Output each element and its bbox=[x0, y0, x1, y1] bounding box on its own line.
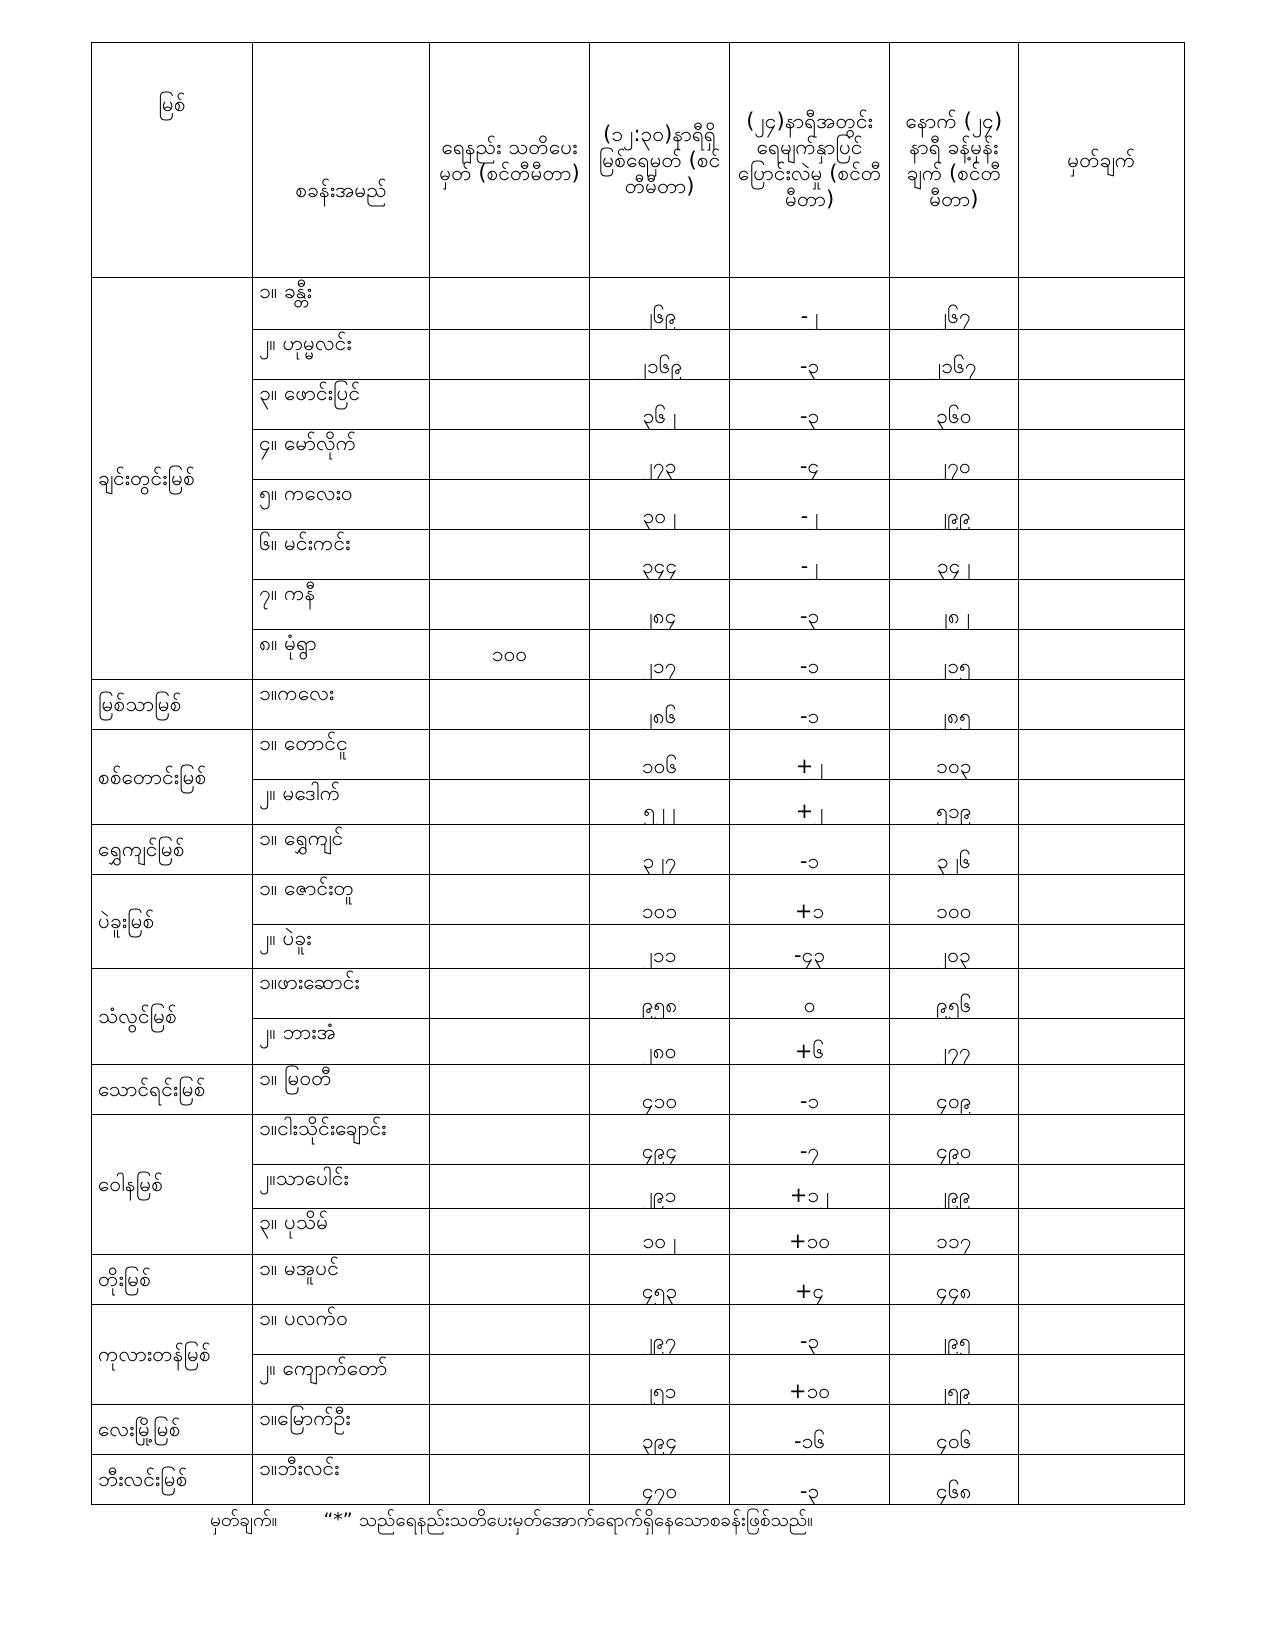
water-level-cell: ၃၉၄ bbox=[590, 1405, 730, 1455]
change-cell: -၁ bbox=[730, 630, 890, 680]
table-row bbox=[92, 630, 1185, 680]
header-river: မြစ် bbox=[92, 43, 253, 278]
water-level-cell: ၂၆၉ bbox=[590, 278, 730, 330]
low-warning-cell bbox=[429, 1165, 589, 1209]
remark-cell bbox=[1018, 1455, 1184, 1505]
change-cell: -၄၃ bbox=[730, 925, 890, 969]
river-name-cell: ကုလားတန်မြစ် bbox=[92, 1305, 253, 1405]
low-warning-cell bbox=[429, 330, 589, 380]
low-warning-cell bbox=[429, 430, 589, 480]
river-name-cell: မြစ်သာမြစ် bbox=[92, 680, 253, 730]
water-level-cell: ၄၅၃ bbox=[590, 1255, 730, 1305]
station-name-cell: ၁။မြောက်ဦး bbox=[253, 1405, 430, 1455]
station-name-cell: ၂။ ပဲခူး bbox=[253, 925, 430, 969]
change-cell: +၁၀ bbox=[730, 1209, 890, 1255]
water-level-cell: ၁၀၂ bbox=[590, 1209, 730, 1255]
forecast-cell: ၂၁၆၇ bbox=[890, 330, 1018, 380]
footnote bbox=[210, 1508, 813, 1536]
water-level-cell: ၄၁၀ bbox=[590, 1065, 730, 1115]
header-row bbox=[92, 43, 1185, 278]
change-cell: -၁ bbox=[730, 1065, 890, 1115]
low-warning-cell bbox=[429, 875, 589, 925]
low-warning-cell bbox=[429, 969, 589, 1019]
change-cell: +၁ bbox=[730, 875, 890, 925]
river-name-cell: သောင်ရင်းမြစ် bbox=[92, 1065, 253, 1115]
water-level-cell: ၂၇၃ bbox=[590, 430, 730, 480]
forecast-cell: ၂၀၃ bbox=[890, 925, 1018, 969]
river-name-cell: ဘီးလင်းမြစ် bbox=[92, 1455, 253, 1505]
river-name-cell: သံလွင်မြစ် bbox=[92, 969, 253, 1065]
table-row bbox=[92, 825, 1185, 875]
remark-cell bbox=[1018, 1355, 1184, 1405]
station-name-cell: ၅။ ကလေးဝ bbox=[253, 480, 430, 530]
remark-cell bbox=[1018, 380, 1184, 430]
table-row bbox=[92, 278, 1185, 330]
change-cell: -၂ bbox=[730, 480, 890, 530]
water-level-cell: ၁၀၁ bbox=[590, 875, 730, 925]
station-name-cell: ၂။ မဒေါက် bbox=[253, 780, 430, 825]
change-cell: -၃ bbox=[730, 380, 890, 430]
table-row bbox=[92, 925, 1185, 969]
station-name-cell: ၁။ကလေး bbox=[253, 680, 430, 730]
forecast-cell: ၂၈၅ bbox=[890, 680, 1018, 730]
table-row bbox=[92, 1255, 1185, 1305]
low-warning-cell bbox=[429, 1065, 589, 1115]
change-cell: -၃ bbox=[730, 580, 890, 630]
low-warning-cell bbox=[429, 1305, 589, 1355]
table-row bbox=[92, 1165, 1185, 1209]
river-name-cell: လေးမြို့မြစ် bbox=[92, 1405, 253, 1455]
water-level-cell: ၂၉၁ bbox=[590, 1165, 730, 1209]
station-name-cell: ၁။ မြဝတီ bbox=[253, 1065, 430, 1115]
river-name-cell: ရွှေကျင်မြစ် bbox=[92, 825, 253, 875]
low-warning-cell bbox=[429, 278, 589, 330]
remark-cell bbox=[1018, 530, 1184, 580]
low-warning-cell bbox=[429, 1455, 589, 1505]
station-name-cell: ၃။ ဖောင်းပြင် bbox=[253, 380, 430, 430]
remark-cell bbox=[1018, 1209, 1184, 1255]
table-row bbox=[92, 1065, 1185, 1115]
header-forecast: နောက် (၂၄) နာရီ ခန့်မှန်းချက် (စင်တီမီတာ) bbox=[890, 43, 1018, 278]
low-warning-cell bbox=[429, 1255, 589, 1305]
station-name-cell: ၁။ ရွှေကျင် bbox=[253, 825, 430, 875]
low-warning-cell bbox=[429, 1209, 589, 1255]
change-cell: -၁၆ bbox=[730, 1405, 890, 1455]
station-name-cell: ၂။သာပေါင်း bbox=[253, 1165, 430, 1209]
water-level-cell: ၂၁၇ bbox=[590, 630, 730, 680]
table-body bbox=[92, 278, 1185, 1505]
table-row bbox=[92, 1405, 1185, 1455]
change-cell: ၀ bbox=[730, 969, 890, 1019]
river-name-cell: စစ်တောင်းမြစ် bbox=[92, 730, 253, 825]
remark-cell bbox=[1018, 1065, 1184, 1115]
table-row bbox=[92, 1455, 1185, 1505]
low-warning-cell bbox=[429, 1355, 589, 1405]
station-name-cell: ၁။ မအူပင် bbox=[253, 1255, 430, 1305]
change-cell: -၁ bbox=[730, 680, 890, 730]
water-level-cell: ၂၈၄ bbox=[590, 580, 730, 630]
station-name-cell: ၁။ ပလက်ဝ bbox=[253, 1305, 430, 1355]
table-row bbox=[92, 680, 1185, 730]
forecast-cell: ၁၀၀ bbox=[890, 875, 1018, 925]
forecast-cell: ၂၅၉ bbox=[890, 1355, 1018, 1405]
low-warning-cell bbox=[429, 680, 589, 730]
table-row bbox=[92, 1115, 1185, 1165]
footnote-text: “*” သည်ရေနည်းသတိပေးမှတ်အောက်ရောက်ရှိနေသောစခန်းဖြစ်သည်။ bbox=[323, 1509, 813, 1531]
station-name-cell: ၁။ တောင်ငူ bbox=[253, 730, 430, 780]
forecast-cell: ၂၆၇ bbox=[890, 278, 1018, 330]
change-cell: -၂ bbox=[730, 530, 890, 580]
forecast-cell: ၂၁၅ bbox=[890, 630, 1018, 680]
header-station: စခန်းအမည် bbox=[253, 43, 430, 278]
water-level-cell: ၃၀၂ bbox=[590, 480, 730, 530]
water-level-cell: ၁၀၆ bbox=[590, 730, 730, 780]
change-cell: +၂ bbox=[730, 730, 890, 780]
change-cell: -၃ bbox=[730, 330, 890, 380]
table-row bbox=[92, 780, 1185, 825]
low-warning-cell bbox=[429, 580, 589, 630]
water-level-cell: ၉၅၈ bbox=[590, 969, 730, 1019]
water-level-cell: ၄၇၀ bbox=[590, 1455, 730, 1505]
river-name-cell: တိုးမြစ် bbox=[92, 1255, 253, 1305]
forecast-cell: ၄၀၆ bbox=[890, 1405, 1018, 1455]
low-warning-cell bbox=[429, 1019, 589, 1065]
table-row bbox=[92, 430, 1185, 480]
change-cell: +၂ bbox=[730, 780, 890, 825]
remark-cell bbox=[1018, 925, 1184, 969]
remark-cell bbox=[1018, 969, 1184, 1019]
change-cell: +၁၀ bbox=[730, 1355, 890, 1405]
remark-cell bbox=[1018, 1405, 1184, 1455]
remark-cell bbox=[1018, 1019, 1184, 1065]
remark-cell bbox=[1018, 278, 1184, 330]
water-level-cell: ၂၁၁ bbox=[590, 925, 730, 969]
low-warning-cell bbox=[429, 530, 589, 580]
river-name-cell: ပဲခူးမြစ် bbox=[92, 875, 253, 969]
header-remark: မှတ်ချက် bbox=[1018, 43, 1184, 278]
station-name-cell: ၈။ မုံရွာ bbox=[253, 630, 430, 680]
table-row bbox=[92, 1305, 1185, 1355]
change-cell: -၃ bbox=[730, 1455, 890, 1505]
forecast-cell: ၁၁၇ bbox=[890, 1209, 1018, 1255]
low-warning-cell bbox=[429, 925, 589, 969]
forecast-cell: ၅၁၉ bbox=[890, 780, 1018, 825]
station-name-cell: ၆။ မင်းကင်း bbox=[253, 530, 430, 580]
water-level-cell: ၂၈၀ bbox=[590, 1019, 730, 1065]
forecast-cell: ၃၂၆ bbox=[890, 825, 1018, 875]
low-warning-cell bbox=[429, 825, 589, 875]
table-row bbox=[92, 969, 1185, 1019]
river-name-cell: ချင်းတွင်းမြစ် bbox=[92, 278, 253, 680]
water-level-cell: ၂၁၆၉ bbox=[590, 330, 730, 380]
remark-cell bbox=[1018, 780, 1184, 825]
remark-cell bbox=[1018, 1305, 1184, 1355]
water-level-cell: ၃၄၄ bbox=[590, 530, 730, 580]
river-level-table bbox=[91, 42, 1185, 1505]
table-row bbox=[92, 330, 1185, 380]
river-name-cell: ဝေါနမြစ် bbox=[92, 1115, 253, 1255]
change-cell: +၄ bbox=[730, 1255, 890, 1305]
table-row bbox=[92, 480, 1185, 530]
table-row bbox=[92, 875, 1185, 925]
water-level-cell: ၃၂၇ bbox=[590, 825, 730, 875]
table-row bbox=[92, 530, 1185, 580]
station-name-cell: ၁။ဘီးလင်း bbox=[253, 1455, 430, 1505]
forecast-cell: ၂၉၉ bbox=[890, 480, 1018, 530]
water-level-cell: ၅၂၂ bbox=[590, 780, 730, 825]
header-water-level: (၁၂:၃၀)နာရီရှိ မြစ်ရေမှတ် (စင်တီမီတာ) bbox=[590, 43, 730, 278]
forecast-cell: ၄၉၀ bbox=[890, 1115, 1018, 1165]
table-row bbox=[92, 1019, 1185, 1065]
station-name-cell: ၁။ ဇောင်းတူ bbox=[253, 875, 430, 925]
station-name-cell: ၂။ ကျောက်တော် bbox=[253, 1355, 430, 1405]
header-24h-change: (၂၄)နာရီအတွင်း ရေမျက်နှာပြင် ပြောင်းလဲမှု (စင်တီမီတာ) bbox=[730, 43, 890, 278]
forecast-cell: ၂၉၉ bbox=[890, 1165, 1018, 1209]
forecast-cell: ၃၄၂ bbox=[890, 530, 1018, 580]
forecast-cell: ၄၆၈ bbox=[890, 1455, 1018, 1505]
station-name-cell: ၃။ ပုသိမ် bbox=[253, 1209, 430, 1255]
change-cell: +၁၂ bbox=[730, 1165, 890, 1209]
remark-cell bbox=[1018, 480, 1184, 530]
station-name-cell: ၂။ ဘားအံ bbox=[253, 1019, 430, 1065]
remark-cell bbox=[1018, 680, 1184, 730]
low-warning-cell bbox=[429, 1405, 589, 1455]
station-name-cell: ၄။ မော်လိုက် bbox=[253, 430, 430, 480]
remark-cell bbox=[1018, 875, 1184, 925]
forecast-cell: ၃၆၀ bbox=[890, 380, 1018, 430]
station-name-cell: ၁။ ခန္တီး bbox=[253, 278, 430, 330]
low-warning-cell: ၁၀၀ bbox=[429, 630, 589, 680]
water-level-cell: ၄၉၄ bbox=[590, 1115, 730, 1165]
table-row bbox=[92, 380, 1185, 430]
forecast-cell: ၂၇၇ bbox=[890, 1019, 1018, 1065]
forecast-cell: ၁၀၃ bbox=[890, 730, 1018, 780]
remark-cell bbox=[1018, 430, 1184, 480]
forecast-cell: ၉၅၆ bbox=[890, 969, 1018, 1019]
forecast-cell: ၄၄၈ bbox=[890, 1255, 1018, 1305]
water-level-cell: ၂၈၆ bbox=[590, 680, 730, 730]
change-cell: -၁ bbox=[730, 825, 890, 875]
remark-cell bbox=[1018, 1165, 1184, 1209]
remark-cell bbox=[1018, 330, 1184, 380]
water-level-cell: ၂၉၇ bbox=[590, 1305, 730, 1355]
change-cell: -၇ bbox=[730, 1115, 890, 1165]
remark-cell bbox=[1018, 1115, 1184, 1165]
remark-cell bbox=[1018, 1255, 1184, 1305]
low-warning-cell bbox=[429, 380, 589, 430]
table-row bbox=[92, 1209, 1185, 1255]
low-warning-cell bbox=[429, 1115, 589, 1165]
water-level-cell: ၂၅၁ bbox=[590, 1355, 730, 1405]
low-warning-cell bbox=[429, 730, 589, 780]
water-level-cell: ၃၆၂ bbox=[590, 380, 730, 430]
forecast-cell: ၂၈၂ bbox=[890, 580, 1018, 630]
header-low-warning: ရေနည်း သတိပေးမှတ် (စင်တီမီတာ) bbox=[429, 43, 589, 278]
table-row bbox=[92, 1355, 1185, 1405]
table-row bbox=[92, 730, 1185, 780]
change-cell: +၆ bbox=[730, 1019, 890, 1065]
forecast-cell: ၂၉၅ bbox=[890, 1305, 1018, 1355]
change-cell: -၄ bbox=[730, 430, 890, 480]
remark-cell bbox=[1018, 825, 1184, 875]
footnote-label: မှတ်ချက်။ bbox=[210, 1509, 278, 1531]
remark-cell bbox=[1018, 580, 1184, 630]
remark-cell bbox=[1018, 630, 1184, 680]
station-name-cell: ၂။ ဟုမ္မလင်း bbox=[253, 330, 430, 380]
low-warning-cell bbox=[429, 480, 589, 530]
forecast-cell: ၄၀၉ bbox=[890, 1065, 1018, 1115]
table-row bbox=[92, 580, 1185, 630]
change-cell: -၃ bbox=[730, 1305, 890, 1355]
station-name-cell: ၇။ ကနီ bbox=[253, 580, 430, 630]
change-cell: -၂ bbox=[730, 278, 890, 330]
low-warning-cell bbox=[429, 780, 589, 825]
forecast-cell: ၂၇၀ bbox=[890, 430, 1018, 480]
station-name-cell: ၁။ငါးသိုင်းချောင်း bbox=[253, 1115, 430, 1165]
station-name-cell: ၁။ဖားဆောင်း bbox=[253, 969, 430, 1019]
remark-cell bbox=[1018, 730, 1184, 780]
